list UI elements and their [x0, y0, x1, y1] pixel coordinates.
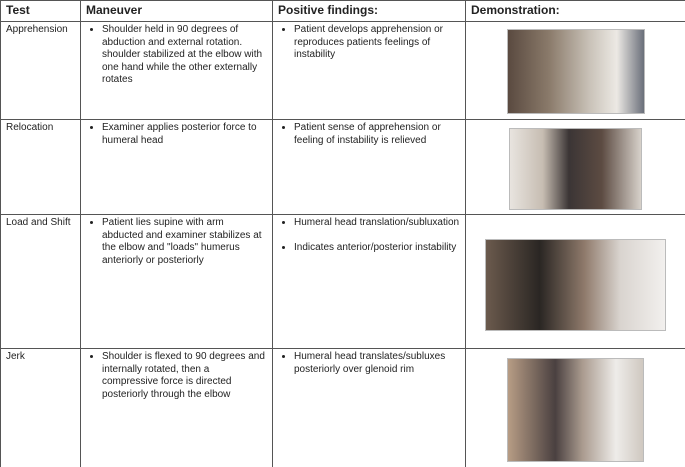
maneuver-cell	[81, 120, 273, 215]
findings-cell	[273, 22, 466, 120]
test-name: Relocation	[1, 120, 81, 215]
header-findings: Positive findings:	[273, 1, 466, 22]
maneuver-item: • Examiner applies posterior force to humeral head	[102, 122, 267, 147]
test-name: Apprehension	[1, 22, 81, 120]
table-row	[1, 349, 685, 467]
maneuver-item: • Shoulder held in 90 degrees of abduction and external rotation. shoulder stabilized at the elbow with one hand while the other externally rotates	[102, 24, 267, 87]
findings-cell	[273, 120, 466, 215]
test-name: Jerk	[1, 349, 81, 467]
demonstration-cell	[466, 120, 685, 215]
relocation-photo	[509, 128, 642, 210]
finding-item: • Indicates anterior/posterior instability	[294, 242, 460, 255]
maneuver-cell	[81, 349, 273, 467]
maneuver-cell	[81, 215, 273, 349]
maneuver-item: • Shoulder is flexed to 90 degrees and internally rotated, then a compressive force is directed posteriorly through the elbow	[102, 351, 267, 401]
finding-item: • Patient sense of apprehension or feeling of instability is relieved	[294, 122, 460, 147]
findings-cell	[273, 349, 466, 467]
test-name: Load and Shift	[1, 215, 81, 349]
apprehension-photo	[507, 29, 645, 114]
load-and-shift-photo	[485, 239, 666, 331]
demonstration-cell	[466, 215, 685, 349]
header-maneuver: Maneuver	[81, 1, 273, 22]
jerk-photo	[507, 358, 644, 462]
header-test: Test	[1, 1, 81, 22]
demonstration-cell	[466, 22, 685, 120]
maneuver-cell	[81, 22, 273, 120]
demonstration-cell	[466, 349, 685, 467]
findings-cell	[273, 215, 466, 349]
table-row	[1, 120, 685, 215]
table-row	[1, 215, 685, 349]
header-demonstration: Demonstration:	[466, 1, 685, 22]
finding-item: • Patient develops apprehension or reproduces patients feelings of instability	[294, 24, 460, 62]
table-row	[1, 22, 685, 120]
finding-item: • Humeral head translates/subluxes posteriorly over glenoid rim	[294, 351, 460, 376]
maneuver-item: • Patient lies supine with arm abducted and examiner stabilizes at the elbow and "loads" humerus anteriorly or posteriorly	[102, 217, 267, 267]
finding-item: • Humeral head translation/subluxation	[294, 217, 460, 230]
header-row	[1, 1, 685, 22]
